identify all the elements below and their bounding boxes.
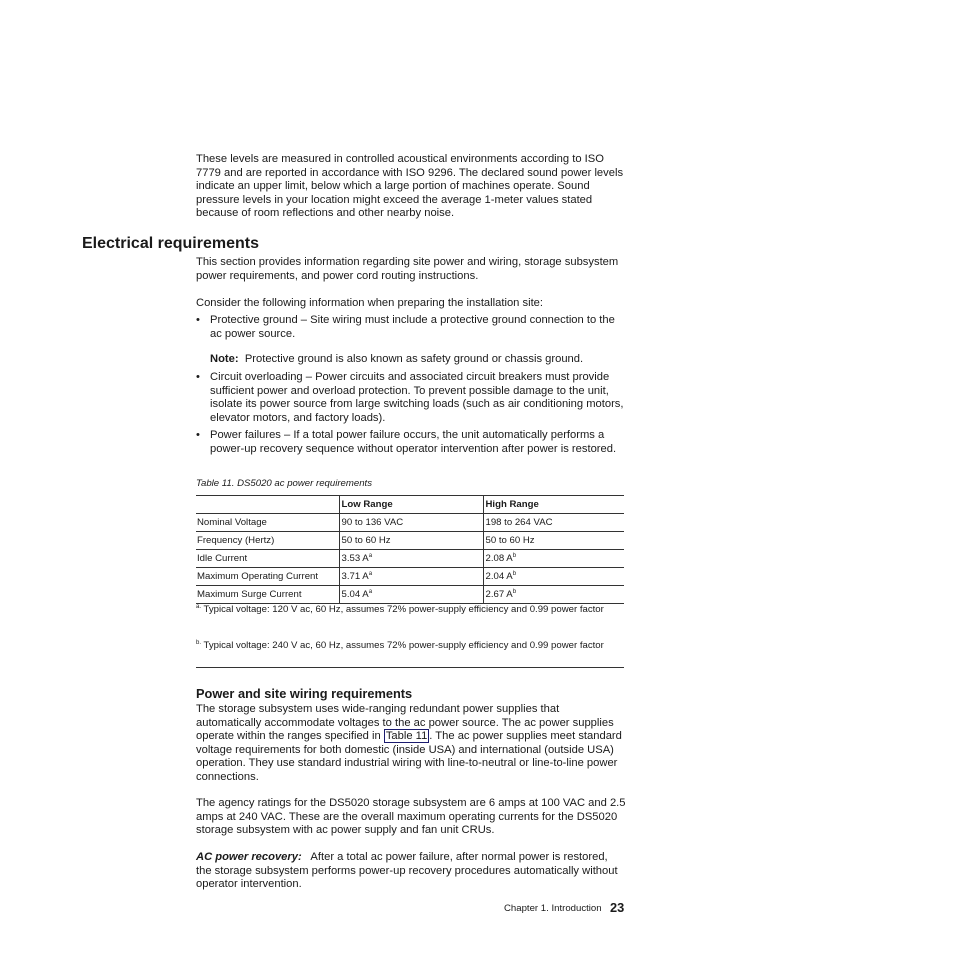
section-heading: Electrical requirements: [82, 235, 259, 252]
bullet-item-protective-ground: [196, 314, 626, 341]
agency-ratings-paragraph: The agency ratings for the DS5020 storage subsystem are 6 amps at 100 VAC and 2.5 amps at 240 VAC. These are the overall maximum operating currents for the DS5020 storage subsystem with ac power supply and fan unit CRUs.: [196, 797, 626, 837]
bullet-item-power-failures: [196, 429, 626, 456]
table-row: [196, 514, 624, 532]
note-label: Note:: [210, 353, 239, 365]
table-row: [196, 532, 624, 550]
footnote-text: Typical voltage: 120 V ac, 60 Hz, assumes 72% power-supply efficiency and 0.99 power factor: [203, 604, 604, 615]
high-value: 50 to 60 Hz: [483, 532, 624, 550]
subsection-heading: Power and site wiring requirements: [196, 686, 413, 701]
consider-paragraph: Consider the following information when preparing the installation site:: [196, 297, 544, 309]
wiring-text-before: The storage subsystem uses wide-ranging redundant power supplies that automatically accommodate voltages to the ac power source. The ac power supplies operate within the ranges specified in: [196, 703, 614, 743]
table-footnote-a: [196, 603, 616, 616]
high-value: 2.08 $A^b$: [483, 550, 624, 568]
section-intro-paragraph: This section provides information regarding site power and wiring, storage subsystem power requirements, and power cord routing instructions.: [196, 256, 619, 282]
header-low-range: Low Range: [339, 496, 483, 514]
row-label: Maximum Surge Current: [196, 586, 339, 604]
bullet-item-circuit-overloading: [196, 371, 626, 425]
recovery-label: AC power recovery:: [196, 851, 302, 863]
recovery-text: After a total ac power failure, after normal power is restored, the storage subsystem performs power-up recovery procedures automatically without operator intervention.: [196, 851, 618, 891]
table-row: [196, 568, 624, 586]
bullet-list-1: [196, 314, 626, 341]
bullet-text: Circuit overloading – Power circuits and associated circuit breakers must provide sufficient power and overload protection. To prevent possible damage to the unit, isolate its power source from large switching loads (such as air conditioning motors, elevator motors, and factory loads).: [210, 371, 624, 424]
low-value: 3.71 $A^a$: [339, 568, 483, 586]
table-bottom-rule: [196, 667, 624, 668]
bullet-mark: •: [196, 371, 200, 383]
high-value: 198 to 264 VAC: [483, 514, 624, 532]
row-label: Nominal Voltage: [196, 514, 339, 532]
note-text: Protective ground is also known as safety ground or chassis ground.: [244, 353, 584, 365]
intro-paragraph: These levels are measured in controlled acoustical environments according to ISO 7779 and are reported in accordance with ISO 9296. The declared sound power levels indicate an upper limit, below which a large portion of machines operate. Sound pressure levels in your location might exceed the average 1-meter values stated because of room reflections and other nearby noise.: [196, 153, 624, 220]
header-high-range: High Range: [483, 496, 624, 514]
table-footnote-b: [196, 639, 616, 652]
footnote-mark: b.: [196, 639, 202, 646]
low-value: 50 to 60 Hz: [339, 532, 483, 550]
low-value: 5.04 $A^a$: [339, 586, 483, 604]
footnote-mark: a.: [196, 603, 202, 610]
low-value: 90 to 136 VAC: [339, 514, 483, 532]
table-row: [196, 550, 624, 568]
table-row: [196, 586, 624, 604]
footer-chapter: Chapter 1. Introduction: [504, 903, 602, 914]
row-label: Idle Current: [196, 550, 339, 568]
bullet-text: Protective ground – Site wiring must include a protective ground connection to the ac power source.: [210, 314, 615, 340]
footnote-text: Typical voltage: 240 V ac, 60 Hz, assumes 72% power-supply efficiency and 0.99 power factor: [203, 640, 604, 651]
table-11-link[interactable]: Table 11: [385, 730, 428, 743]
wiring-text-after: . The ac power supplies meet standard voltage requirements for both domestic (inside USA) and international (outside USA) operation. They use standard industrial wiring with line-to-neutral or line-to-line power connections.: [196, 730, 622, 783]
table-caption: Table 11. DS5020 ac power requirements: [196, 478, 372, 489]
bullet-text: Power failures – If a total power failure occurs, the unit automatically performs a power-up recovery sequence without operator intervention after power is restored.: [210, 429, 617, 455]
bullet-mark: •: [196, 429, 200, 441]
page-number: 23: [610, 900, 625, 915]
row-label: Frequency (Hertz): [196, 532, 339, 550]
power-requirements-table: [196, 495, 624, 604]
high-value: 2.04 $A^b$: [483, 568, 624, 586]
low-value: 3.53 $A^a$: [339, 550, 483, 568]
table-header-row: [196, 496, 624, 514]
wiring-paragraph: [196, 703, 626, 785]
note-line: [210, 353, 624, 367]
bullet-list-2: [196, 371, 626, 425]
bullet-mark: •: [196, 314, 200, 326]
row-label: Maximum Operating Current: [196, 568, 339, 586]
ac-power-recovery-paragraph: [196, 851, 626, 892]
high-value: 2.67 $A^b$: [483, 586, 624, 604]
bullet-list-3: [196, 429, 626, 456]
header-empty: [196, 496, 339, 514]
